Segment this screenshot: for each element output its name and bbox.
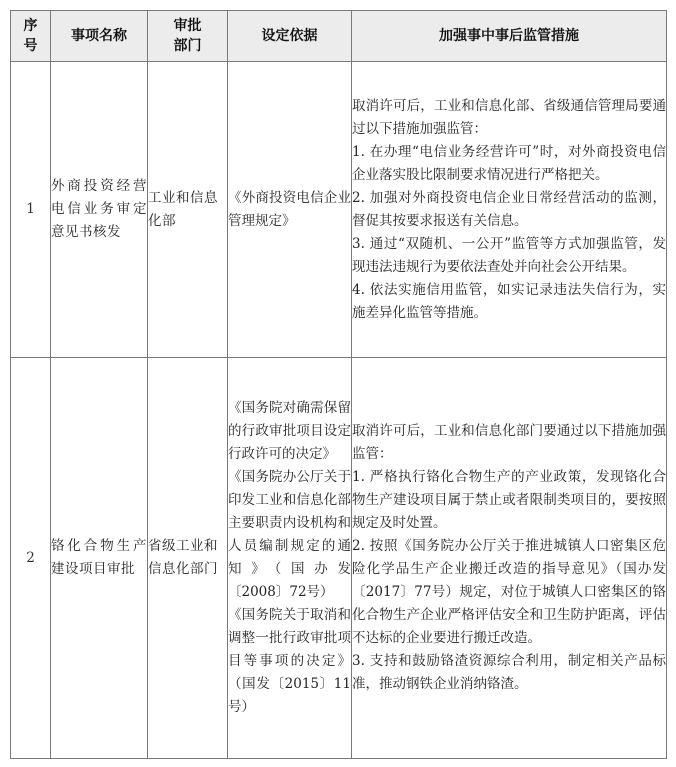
header-basis: 设定依据 [228, 11, 352, 62]
row-measures [352, 62, 667, 358]
basis-entry: 《国务院对确需保留的行政审批项目设定行政许可的决定》 [228, 400, 351, 462]
header-approval-dept: 审批 部门 [148, 11, 228, 62]
header-item-name: 事项名称 [51, 11, 148, 62]
measure-intro: 取消许可后，工业和信息化部、省级通信管理局要通过以下措施加强监管： [352, 97, 666, 137]
header-seq: 序 号 [11, 11, 51, 62]
measure-item: 1. 在办理“电信业务经营许可”时，对外商投资电信企业落实股比限制要求情况进行严格把关。 [352, 143, 666, 183]
row-measures [352, 358, 667, 759]
header-row [11, 11, 667, 62]
basis-entry: 《外商投资电信企业管理规定》 [228, 189, 351, 229]
measure-item: 4. 依法实施信用监管，如实记录违法失信行为，实施差异化监管等措施。 [352, 281, 666, 321]
measure-item: 2. 加强对外商投资电信企业日常经营活动的监测，督促其按要求报送有关信息。 [352, 189, 666, 229]
row-item-name: 外商投资经营电信业务审定意见书核发 [51, 62, 148, 358]
row-seq: 2 [11, 358, 51, 759]
measure-item: 2. 按照《国务院办公厅关于推进城镇人口密集区危险化学品生产企业搬迁改造的指导意见》（国办发〔2017〕77号）规定，对位于城镇人口密集区的铬化合物生产企业严格评估安全和卫生防护距离，评估不达标的企业要进行搬迁改造。 [352, 538, 666, 646]
basis-entry: 《国务院关于取消和调整一批行政审批项目等事项的决定》（国发〔2015〕11号） [228, 607, 351, 715]
basis-entry: 《国务院办公厅关于印发工业和信息化部主要职责内设机构和人员编制规定的通知》（国办发〔2008〕72号） [228, 469, 351, 600]
header-measures: 加强事中事后监管措施 [352, 11, 667, 62]
measure-item: 3. 通过“双随机、一公开”监管等方式加强监管，发现违法违规行为要依法查处并向社会公开结果。 [352, 235, 666, 275]
measure-item: 1. 严格执行铬化合物生产的产业政策，发现铬化合物生产建设项目属于禁止或者限制类项目的，要按照规定及时处置。 [352, 469, 666, 531]
row-approval-dept: 省级工业和信息化部门 [148, 358, 228, 759]
table-row [11, 62, 667, 358]
row-item-name: 铬化合物生产建设项目审批 [51, 358, 148, 759]
row-basis [228, 358, 352, 759]
measure-item: 3. 支持和鼓励铬渣资源综合利用，制定相关产品标准，推动钢铁企业消纳铬渣。 [352, 653, 666, 692]
row-basis [228, 62, 352, 358]
measure-intro: 取消许可后，工业和信息化部门要通过以下措施加强监管： [352, 423, 666, 462]
row-seq: 1 [11, 62, 51, 358]
table-row [11, 358, 667, 759]
row-approval-dept: 工业和信息化部 [148, 62, 228, 358]
regulation-table [10, 10, 667, 759]
